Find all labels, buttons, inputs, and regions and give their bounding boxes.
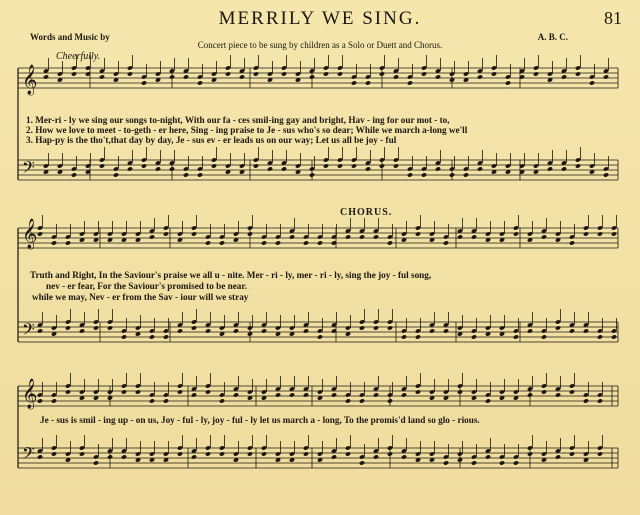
note-head [43,74,49,79]
note-head [365,166,371,171]
note-head [597,334,603,339]
note-head [267,166,273,171]
note-head [303,392,309,397]
note-head [323,163,329,168]
note-head [261,240,267,245]
note-head [93,460,99,465]
note-head [197,172,203,177]
note-head [555,454,561,459]
note-head [569,451,575,456]
note-head [163,334,169,339]
note-head [379,163,385,168]
note-head [275,240,281,245]
note-head [569,328,575,333]
note-head [443,240,449,245]
note-head [121,454,127,459]
note-head [421,71,427,76]
note-head [491,71,497,76]
note-head [407,80,413,85]
note-head [275,392,281,397]
note-head [597,231,603,236]
note-head [177,451,183,456]
note-head [37,398,43,403]
bass-clef-icon: 𝄢 [22,443,35,467]
note-head [513,334,519,339]
note-head [569,240,575,245]
note-head [477,74,483,79]
note-head [611,231,617,236]
note-head [51,240,57,245]
note-head [583,231,589,236]
note-head [379,71,385,76]
note-head [527,451,533,456]
note-head [499,460,505,465]
note-head [127,166,133,171]
note-head [169,74,175,79]
note-head [253,71,259,76]
note-head [239,74,245,79]
note-head [373,234,379,239]
note-head [603,74,609,79]
note-head [281,166,287,171]
note-head [443,328,449,333]
note-head [79,328,85,333]
treble-clef-icon: 𝄞 [22,379,38,409]
page-title: MERRILY WE SING. [218,8,422,29]
note-head [415,389,421,394]
composer-credit: A. B. C. [537,32,568,42]
note-head [65,325,71,330]
note-head [345,398,351,403]
note-head [365,80,371,85]
note-head [281,71,287,76]
note-head [527,328,533,333]
note-head [261,328,267,333]
note-head [51,398,57,403]
note-head [449,172,455,177]
note-head [149,334,155,339]
note-head [183,172,189,177]
note-head [415,334,421,339]
note-head [541,389,547,394]
note-head [65,389,71,394]
note-head [471,234,477,239]
note-head [373,454,379,459]
note-head [351,80,357,85]
note-head [597,451,603,456]
note-head [191,454,197,459]
treble-clef-icon: 𝄞 [22,65,38,95]
note-head [415,231,421,236]
note-head [289,392,295,397]
note-head [611,334,617,339]
bass-clef-icon: 𝄢 [22,157,35,181]
lyric-line: while we may, Nev - er from the Sav - iour will we stray [32,292,249,302]
note-head [541,334,547,339]
lyric-line: 3. Hap-py is the tho't,that day by day, Je - sus ev - er leads us on our way; Let us all be joy - ful [26,135,397,145]
note-head [513,460,519,465]
note-head [37,454,43,459]
note-head [191,325,197,330]
note-head [331,454,337,459]
note-head [387,398,393,403]
note-head [177,389,183,394]
performance-note: Concert piece to be sung by children as a Solo or Duett and Chorus. [197,40,443,50]
note-head [471,460,477,465]
note-head [387,240,393,245]
note-head [589,80,595,85]
note-head [113,172,119,177]
note-head [261,451,267,456]
credit-words-music: Words and Music by [30,32,110,42]
note-head [219,398,225,403]
note-head [393,74,399,79]
note-head [233,328,239,333]
note-head [337,71,343,76]
note-head [555,392,561,397]
note-head [219,240,225,245]
note-head [233,392,239,397]
note-head [121,389,127,394]
note-head [547,166,553,171]
note-head [303,240,309,245]
note-head [163,231,169,236]
note-head [373,325,379,330]
note-head [359,325,365,330]
note-head [359,398,365,403]
note-head [169,166,175,171]
note-head [435,166,441,171]
note-head [477,166,483,171]
note-head [583,398,589,403]
note-head [407,172,413,177]
note-head [583,328,589,333]
note-head [575,163,581,168]
note-head [597,398,603,403]
note-head [99,163,105,168]
lyric-line: Je - sus is smil - ing up - on us, Joy - ful - ly, joy - ful - ly let us march a - long, To the promis'd land so glo - rious. [40,415,480,425]
note-head [359,234,365,239]
note-head [107,325,113,330]
note-head [205,451,211,456]
note-head [183,74,189,79]
note-head [155,166,161,171]
note-head [99,74,105,79]
note-head [71,71,77,76]
note-head [93,325,99,330]
note-head [457,389,463,394]
note-head [401,454,407,459]
note-head [393,163,399,168]
treble-clef-icon: 𝄞 [22,219,38,249]
lyric-line: 2. How we love to meet - to-geth - er here, Sing - ing praise to Je - sus who's so dear; While we march a-long we'll [26,125,468,135]
note-head [533,71,539,76]
note-head [107,454,113,459]
note-head [401,334,407,339]
note-head [309,172,315,177]
note-head [141,163,147,168]
note-head [37,231,43,236]
note-head [79,451,85,456]
note-head [219,451,225,456]
note-head [127,71,133,76]
note-head [37,328,43,333]
page-number: 81 [604,8,622,28]
note-head [247,231,253,236]
note-head [541,234,547,239]
note-head [289,234,295,239]
note-head [387,451,393,456]
note-head [471,334,477,339]
note-head [205,240,211,245]
note-head [71,172,77,177]
note-head [323,71,329,76]
note-head [253,163,259,168]
note-head [309,74,315,79]
note-head [435,74,441,79]
note-head [505,80,511,85]
note-head [401,392,407,397]
note-head [575,71,581,76]
note-head [443,460,449,465]
note-head [163,398,169,403]
note-head [373,392,379,397]
note-head [317,334,323,339]
note-head [485,454,491,459]
note-head [205,389,211,394]
note-head [303,451,309,456]
note-head [121,334,127,339]
note-head [51,451,57,456]
note-head [421,172,427,177]
note-head [65,240,71,245]
note-head [351,163,357,168]
note-head [569,389,575,394]
note-head [247,451,253,456]
note-head [177,328,183,333]
lyric-line: Truth and Right, In the Saviour's praise we all u - nite. Mer - ri - ly, mer - ri - ly, sing the joy - ful song, [30,270,432,280]
note-head [135,389,141,394]
lyric-line: 1. Mer-ri - ly we sing our songs to-night, With our fa - ces smil-ing gay and bright, Hav - ing for our mot - to, [26,115,450,125]
note-head [457,234,463,239]
note-head [191,231,197,236]
note-head [561,74,567,79]
note-head [191,392,197,397]
note-head [527,392,533,397]
note-head [345,234,351,239]
note-head [331,392,337,397]
note-head [463,172,469,177]
note-head [561,166,567,171]
note-head [555,325,561,330]
note-head [513,231,519,236]
note-head [141,80,147,85]
note-head [387,325,393,330]
chorus-label: CHORUS. [340,207,393,218]
note-head [205,328,211,333]
note-head [429,328,435,333]
note-head [149,398,155,403]
note-head [603,172,609,177]
note-head [317,240,323,245]
note-head [303,328,309,333]
lyric-line: nev - er fear, For the Saviour's promised to be near. [46,281,247,291]
note-head [149,234,155,239]
note-head [337,163,343,168]
note-head [345,451,351,456]
note-head [225,71,231,76]
note-head [211,163,217,168]
note-head [197,80,203,85]
bass-clef-icon: 𝄢 [22,319,35,343]
note-head [359,460,365,465]
note-head [485,398,491,403]
tempo-marking: Cheerfully. [56,51,101,62]
